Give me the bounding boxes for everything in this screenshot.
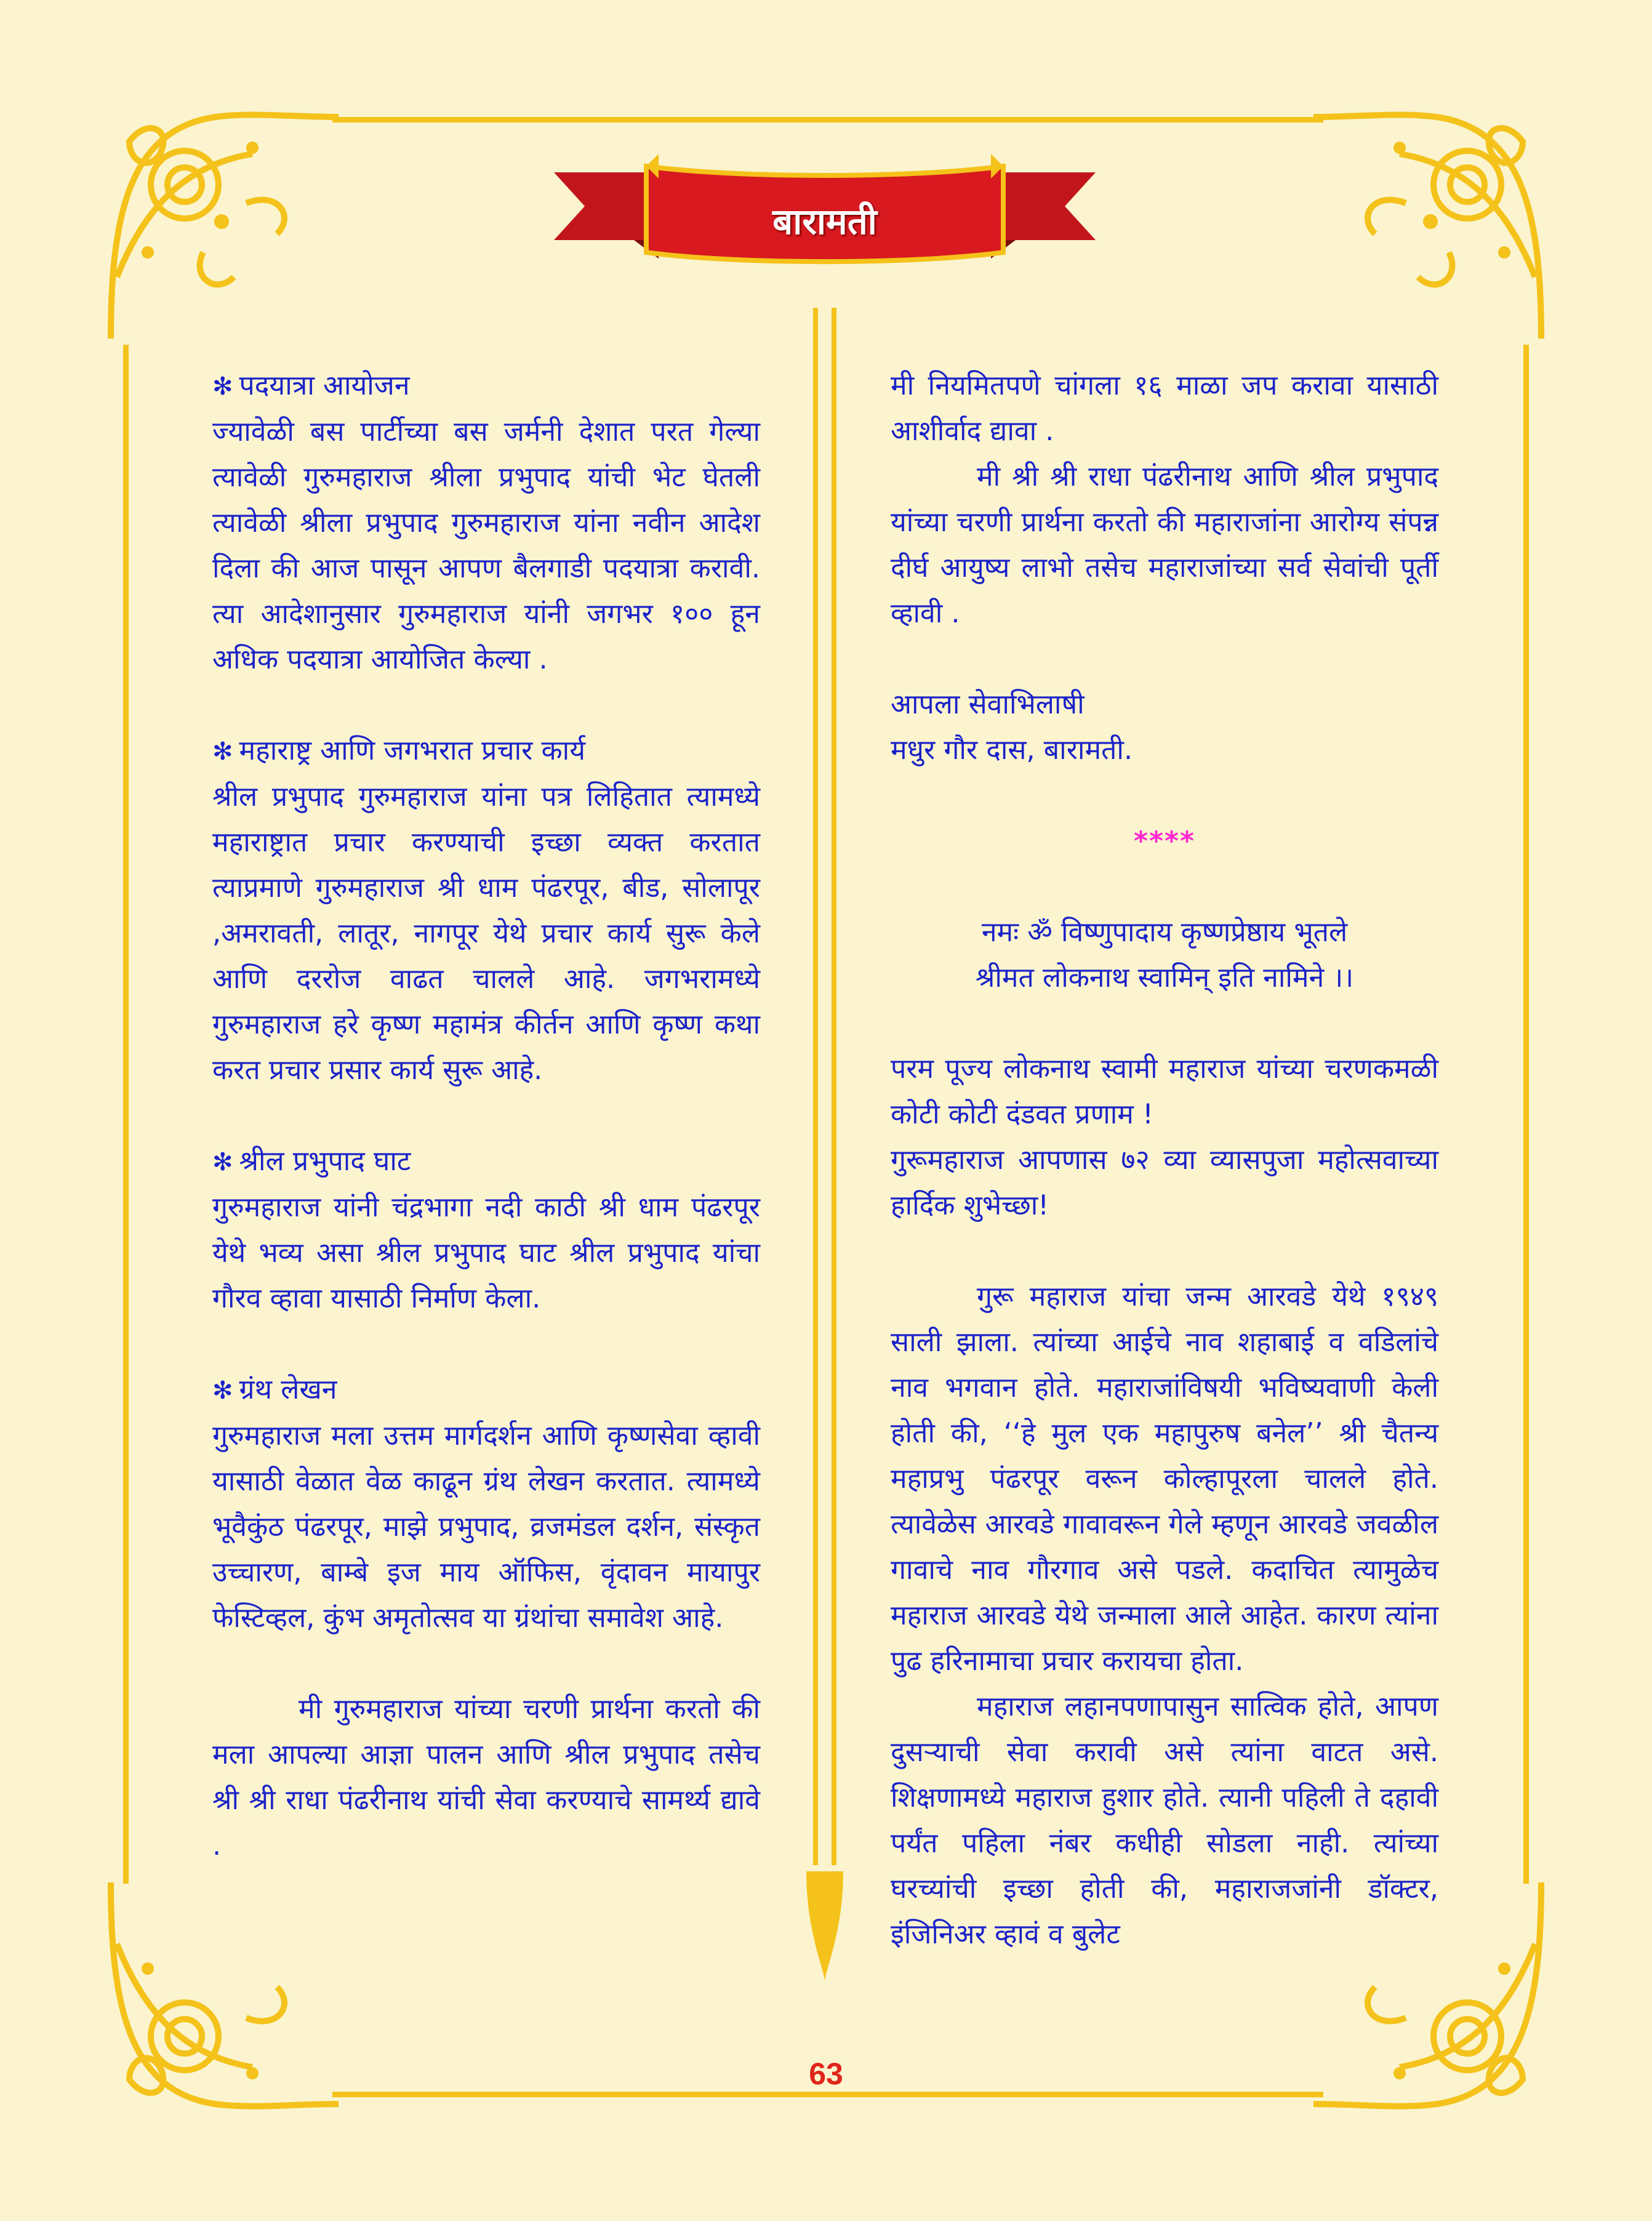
section-body: ज्यावेळी बस पार्टीच्या बस जर्मनी देशात परत गेल्या त्यावेळी गुरुमहाराज श्रीला प्रभुपाद यांची भेट घेतली त्यावेळी श्रीला प्रभुपाद गुरुमहाराज यांना नवीन आदेश दिला की आज पासून आपण बैलगाडी पदयात्रा करावी. त्या आदेशानुसार गुरुमहाराज यांनी जगभर १०० हून अधिक पदयात्रा आयोजित केल्या . bbox=[212, 416, 760, 675]
section-heading bbox=[212, 728, 760, 774]
corner-ornament-top-left bbox=[92, 92, 351, 351]
section-heading-text: महाराष्ट्र आणि जगभरात प्रचार कार्य bbox=[239, 735, 586, 766]
asterisk-icon: ✻ bbox=[212, 372, 233, 401]
column-divider bbox=[788, 308, 862, 2142]
section-body: गुरुमहाराज मला उत्तम मार्गदर्शन आणि कृष्णसेवा व्हावी यासाठी वेळात वेळ काढून ग्रंथ लेखन करतात. त्यामध्ये भूवैकुंठ पंढरपूर, माझे प्रभुपाद, व्रजमंडल दर्शन, संस्कृत उच्चारण, बाम्बे इज माय ऑफिस, वृंदावन मायापुर फेस्टिव्हल, कुंभ अमृतोत्सव या ग्रंथांचा समावेश आहे. bbox=[212, 1420, 760, 1634]
section-heading bbox=[212, 1367, 760, 1413]
section-body: श्रील प्रभुपाद गुरुमहाराज यांना पत्र लिहितात त्यामध्ये महाराष्ट्रात प्रचार करण्याची इच्छा व्यक्त करतात त्याप्रमाणे गुरुमहाराज श्री धाम पंढरपूर, बीड, सोलापूर ,अमरावती, लातूर, नागपूर येथे प्रचार कार्य सुरू केले आणि दररोज वाढत चालले आहे. जगभरामध्ये गुरुमहाराज हरे कृष्ण महामंत्र कीर्तन आणि कृष्ण कथा करत प्रचार प्रसार कार्य सुरू आहे. bbox=[212, 781, 760, 1086]
left-column bbox=[212, 363, 760, 1869]
frame-left-line bbox=[123, 345, 129, 1884]
right-column bbox=[891, 363, 1438, 1958]
greeting-paragraph: परम पूज्य लोकनाथ स्वामी महाराज यांच्या चरणकमळी कोटी कोटी दंडवत प्रणाम ! bbox=[891, 1053, 1438, 1130]
blessing-paragraph: मी नियमितपणे चांगला १६ माळा जप करावा यासाठी आशीर्वाद द्यावा . bbox=[891, 370, 1438, 447]
greeting-paragraph: गुरूमहाराज आपणास ७२ व्या व्यासपुजा महोत्सवाच्या हार्दिक शुभेच्छा! bbox=[891, 1144, 1438, 1221]
section-body: गुरुमहाराज यांनी चंद्रभागा नदी काठी श्री धाम पंढरपूर येथे भव्य असा श्रील प्रभुपाद घाट श्रील प्रभुपाद यांचा गौरव व्हावा यासाठी निर्माण केला. bbox=[212, 1192, 760, 1314]
verse-line-2: श्रीमत लोकनाथ स्वामिन् इति नामिने ।। bbox=[975, 962, 1354, 994]
prayer-paragraph: मी गुरुमहाराज यांच्या चरणी प्रार्थना करतो की मला आपल्या आज्ञा पालन आणि श्रील प्रभुपाद तसेच श्री श्री राधा पंढरीनाथ यांची सेवा करण्याचे सामर्थ्य द्यावे . bbox=[212, 1693, 760, 1862]
corner-ornament-top-right bbox=[1301, 92, 1560, 351]
asterisk-icon: ✻ bbox=[212, 737, 233, 766]
page-number: 63 bbox=[809, 2057, 843, 2091]
signoff: आपला सेवाभिलाषी bbox=[891, 689, 1085, 720]
asterisk-icon: ✻ bbox=[212, 1376, 233, 1405]
corner-ornament-bottom-left bbox=[92, 1870, 351, 2129]
signature: मधुर गौर दास, बारामती. bbox=[891, 734, 1133, 766]
section-heading bbox=[212, 363, 760, 409]
biography-paragraph: गुरू महाराज यांचा जन्म आरवडे येथे १९४९ साली झाला. त्यांच्या आईचे नाव शहाबाई व वडिलांचे नाव भगवान होते. महाराजांविषयी भविष्यवाणी केली होती की, ‘‘हे मुल एक महापुरुष बनेल’’ श्री चैतन्य महाप्रभु पंढरपूर वरून कोल्हापूरला चालले होते. त्यावेळेस आरवडे गावावरून गेले म्हणून आरवडे जवळील गावाचे नाव गौरगाव असे पडले. कदाचित त्यामुळेच महाराज आरवडे येथे जन्माला आले आहेत. कारण त्यांना पुढ हरिनामाचा प्रचार करायचा होता. bbox=[891, 1281, 1438, 1677]
separator-stars: **** bbox=[1133, 825, 1196, 857]
section-heading-text: श्रील प्रभुपाद घाट bbox=[239, 1146, 411, 1177]
page-title: बारामती bbox=[772, 201, 877, 243]
biography-paragraph: महाराज लहानपणापासुन सात्विक होते, आपण दुसऱ्याची सेवा करावी असे त्यांना वाटत असे. शिक्षणामध्ये महाराज हुशार होते. त्यानी पहिली ते दहावी पर्यंत पहिला नंबर कधीही सोडला नाही. त्यांच्या घरच्यांची इच्छा होती की, महाराजजांनी डॉक्टर, इंजिनिअर व्हावं व बुलेट bbox=[891, 1691, 1438, 1950]
prayer-paragraph: मी श्री श्री राधा पंढरीनाथ आणि श्रील प्रभुपाद यांच्या चरणी प्रार्थना करतो की महाराजांना आरोग्य संपन्न दीर्घ आयुष्य लाभो तसेच महाराजांच्या सर्व सेवांची पूर्ती व्हावी . bbox=[891, 461, 1438, 629]
section-heading-text: ग्रंथ लेखन bbox=[239, 1374, 337, 1405]
verse-line-1: नमः ॐ विष्णुपादाय कृष्णप्रेष्ठाय भूतले bbox=[981, 917, 1348, 948]
asterisk-icon: ✻ bbox=[212, 1148, 233, 1176]
frame-top-line bbox=[332, 117, 1323, 122]
section-heading-text: पदयात्रा आयोजन bbox=[239, 370, 410, 401]
frame-right-line bbox=[1523, 345, 1529, 1884]
section-heading bbox=[212, 1139, 760, 1185]
